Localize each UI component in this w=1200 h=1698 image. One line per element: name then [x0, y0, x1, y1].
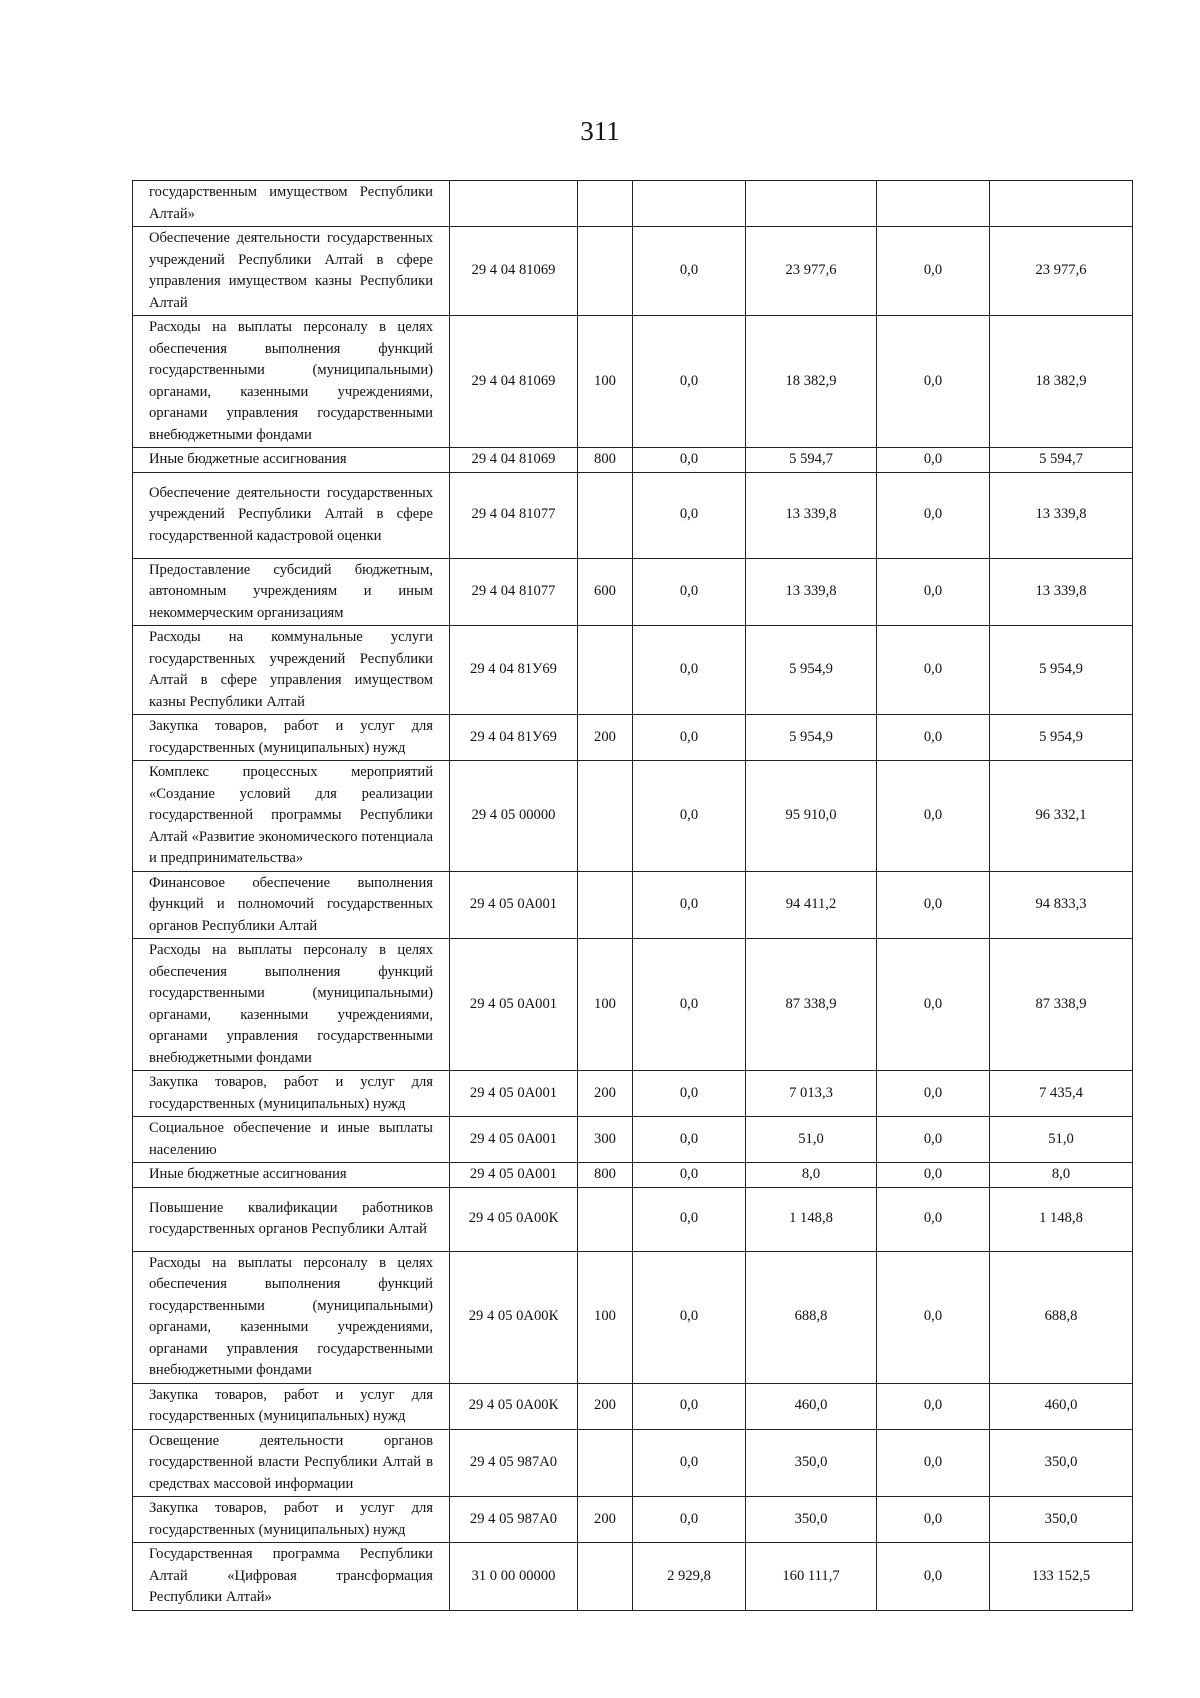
amount-col-1-cell: 0,0	[633, 227, 746, 316]
amount-col-3-cell: 0,0	[877, 871, 990, 939]
amount-col-1-cell: 0,0	[633, 558, 746, 626]
expense-type-cell: 800	[578, 1163, 633, 1188]
table-row	[133, 1429, 1133, 1497]
expense-type-cell: 200	[578, 715, 633, 761]
amount-col-4-cell: 5 954,9	[990, 715, 1133, 761]
amount-col-2-cell: 5 954,9	[746, 626, 877, 715]
target-code-cell: 29 4 05 0А00К	[450, 1187, 578, 1251]
amount-col-2-cell: 51,0	[746, 1117, 877, 1163]
table-row	[133, 227, 1133, 316]
amount-col-4-cell: 7 435,4	[990, 1071, 1133, 1117]
amount-col-1-cell: 0,0	[633, 1071, 746, 1117]
expense-name-cell: Иные бюджетные ассигнования	[133, 1163, 450, 1188]
amount-col-1-cell: 0,0	[633, 626, 746, 715]
table-row	[133, 1497, 1133, 1543]
table-row	[133, 316, 1133, 448]
table-row	[133, 472, 1133, 558]
expense-name-cell: Расходы на коммунальные услуги государственных учреждений Республики Алтай в сфере управления имуществом казны Республики Алтай	[133, 626, 450, 715]
table-row	[133, 558, 1133, 626]
expense-type-cell	[578, 472, 633, 558]
amount-col-1-cell: 0,0	[633, 1163, 746, 1188]
amount-col-1-cell: 0,0	[633, 715, 746, 761]
amount-col-3-cell: 0,0	[877, 761, 990, 872]
amount-col-2-cell: 160 111,7	[746, 1543, 877, 1611]
amount-col-4-cell: 87 338,9	[990, 939, 1133, 1071]
expense-name-cell: Предоставление субсидий бюджетным, автономным учреждениям и иным некоммерческим организациям	[133, 558, 450, 626]
table-row	[133, 1383, 1133, 1429]
expense-name-cell: Комплекс процессных мероприятий «Создание условий для реализации государственной программы Республики Алтай «Развитие экономического потенциала и предпринимательства»	[133, 761, 450, 872]
expense-name-cell: Повышение квалификации работников государственных органов Республики Алтай	[133, 1187, 450, 1251]
expense-name-cell: Закупка товаров, работ и услуг для государственных (муниципальных) нужд	[133, 715, 450, 761]
amount-col-3-cell: 0,0	[877, 939, 990, 1071]
expense-type-cell	[578, 871, 633, 939]
expense-type-cell: 100	[578, 316, 633, 448]
amount-col-3-cell: 0,0	[877, 1163, 990, 1188]
amount-col-4-cell: 13 339,8	[990, 472, 1133, 558]
amount-col-1-cell: 0,0	[633, 448, 746, 473]
target-code-cell: 29 4 04 81069	[450, 448, 578, 473]
amount-col-4-cell: 51,0	[990, 1117, 1133, 1163]
amount-col-1-cell: 0,0	[633, 1187, 746, 1251]
expense-name-cell: Обеспечение деятельности государственных учреждений Республики Алтай в сфере государственной кадастровой оценки	[133, 472, 450, 558]
amount-col-3-cell: 0,0	[877, 227, 990, 316]
expense-name-cell: Закупка товаров, работ и услуг для государственных (муниципальных) нужд	[133, 1497, 450, 1543]
amount-col-3-cell: 0,0	[877, 1071, 990, 1117]
expense-type-cell	[578, 181, 633, 227]
amount-col-4-cell: 18 382,9	[990, 316, 1133, 448]
amount-col-2-cell: 18 382,9	[746, 316, 877, 448]
amount-col-3-cell: 0,0	[877, 715, 990, 761]
table-row	[133, 715, 1133, 761]
amount-col-1-cell: 0,0	[633, 1497, 746, 1543]
amount-col-2-cell: 350,0	[746, 1429, 877, 1497]
amount-col-4-cell: 94 833,3	[990, 871, 1133, 939]
expense-type-cell: 600	[578, 558, 633, 626]
amount-col-2-cell: 87 338,9	[746, 939, 877, 1071]
table-row	[133, 871, 1133, 939]
budget-table	[132, 180, 1133, 1611]
amount-col-3-cell: 0,0	[877, 472, 990, 558]
amount-col-2-cell: 13 339,8	[746, 558, 877, 626]
expense-name-cell: Закупка товаров, работ и услуг для государственных (муниципальных) нужд	[133, 1383, 450, 1429]
amount-col-3-cell: 0,0	[877, 1429, 990, 1497]
expense-type-cell	[578, 227, 633, 316]
target-code-cell: 29 4 04 81У69	[450, 626, 578, 715]
target-code-cell: 29 4 05 0А001	[450, 1117, 578, 1163]
amount-col-2-cell: 688,8	[746, 1251, 877, 1383]
target-code-cell: 29 4 05 0А001	[450, 1163, 578, 1188]
expense-type-cell	[578, 626, 633, 715]
amount-col-4-cell: 350,0	[990, 1429, 1133, 1497]
target-code-cell: 29 4 05 00000	[450, 761, 578, 872]
amount-col-2-cell: 94 411,2	[746, 871, 877, 939]
expense-type-cell	[578, 1187, 633, 1251]
target-code-cell: 29 4 04 81077	[450, 558, 578, 626]
expense-name-cell: Иные бюджетные ассигнования	[133, 448, 450, 473]
amount-col-4-cell: 96 332,1	[990, 761, 1133, 872]
amount-col-3-cell: 0,0	[877, 1117, 990, 1163]
amount-col-3-cell: 0,0	[877, 316, 990, 448]
target-code-cell: 29 4 05 0А001	[450, 939, 578, 1071]
amount-col-3-cell: 0,0	[877, 1543, 990, 1611]
amount-col-1-cell: 0,0	[633, 1251, 746, 1383]
amount-col-3-cell: 0,0	[877, 1383, 990, 1429]
amount-col-3-cell: 0,0	[877, 1187, 990, 1251]
amount-col-3-cell: 0,0	[877, 626, 990, 715]
target-code-cell: 29 4 05 0А00К	[450, 1251, 578, 1383]
expense-name-cell: Расходы на выплаты персоналу в целях обеспечения выполнения функций государственными (муниципальными) органами, казенными учреждениями, органами управления государственными внебюджетными фондами	[133, 939, 450, 1071]
amount-col-4-cell: 688,8	[990, 1251, 1133, 1383]
target-code-cell: 31 0 00 00000	[450, 1543, 578, 1611]
target-code-cell	[450, 181, 578, 227]
table-row	[133, 1117, 1133, 1163]
target-code-cell: 29 4 04 81У69	[450, 715, 578, 761]
expense-name-cell: Расходы на выплаты персоналу в целях обеспечения выполнения функций государственными (муниципальными) органами, казенными учреждениями, органами управления государственными внебюджетными фондами	[133, 316, 450, 448]
expense-type-cell: 100	[578, 939, 633, 1071]
amount-col-1-cell: 0,0	[633, 761, 746, 872]
amount-col-1-cell: 0,0	[633, 1429, 746, 1497]
amount-col-4-cell: 5 594,7	[990, 448, 1133, 473]
expense-type-cell: 800	[578, 448, 633, 473]
amount-col-2-cell: 95 910,0	[746, 761, 877, 872]
amount-col-4-cell: 13 339,8	[990, 558, 1133, 626]
amount-col-3-cell	[877, 181, 990, 227]
table-row	[133, 939, 1133, 1071]
expense-type-cell: 300	[578, 1117, 633, 1163]
amount-col-4-cell	[990, 181, 1133, 227]
table-row	[133, 626, 1133, 715]
amount-col-3-cell: 0,0	[877, 448, 990, 473]
amount-col-2-cell: 7 013,3	[746, 1071, 877, 1117]
amount-col-4-cell: 23 977,6	[990, 227, 1133, 316]
amount-col-3-cell: 0,0	[877, 1497, 990, 1543]
amount-col-2-cell: 460,0	[746, 1383, 877, 1429]
expense-name-cell: Социальное обеспечение и иные выплаты населению	[133, 1117, 450, 1163]
amount-col-2-cell: 1 148,8	[746, 1187, 877, 1251]
amount-col-4-cell: 5 954,9	[990, 626, 1133, 715]
table-row	[133, 1543, 1133, 1611]
table-row	[133, 1251, 1133, 1383]
amount-col-4-cell: 460,0	[990, 1383, 1133, 1429]
target-code-cell: 29 4 05 987А0	[450, 1429, 578, 1497]
target-code-cell: 29 4 05 0А00К	[450, 1383, 578, 1429]
table-row	[133, 181, 1133, 227]
amount-col-2-cell: 5 594,7	[746, 448, 877, 473]
table-row	[133, 761, 1133, 872]
target-code-cell: 29 4 05 987А0	[450, 1497, 578, 1543]
target-code-cell: 29 4 04 81077	[450, 472, 578, 558]
target-code-cell: 29 4 05 0А001	[450, 1071, 578, 1117]
amount-col-2-cell: 5 954,9	[746, 715, 877, 761]
expense-type-cell: 100	[578, 1251, 633, 1383]
amount-col-3-cell: 0,0	[877, 558, 990, 626]
expense-type-cell	[578, 1429, 633, 1497]
expense-name-cell: государственным имуществом Республики Алтай»	[133, 181, 450, 227]
amount-col-4-cell: 1 148,8	[990, 1187, 1133, 1251]
expense-name-cell: Закупка товаров, работ и услуг для государственных (муниципальных) нужд	[133, 1071, 450, 1117]
amount-col-1-cell: 0,0	[633, 939, 746, 1071]
expense-type-cell	[578, 1543, 633, 1611]
amount-col-1-cell	[633, 181, 746, 227]
expense-name-cell: Расходы на выплаты персоналу в целях обеспечения выполнения функций государственными (муниципальными) органами, казенными учреждениями, органами управления государственными внебюджетными фондами	[133, 1251, 450, 1383]
amount-col-3-cell: 0,0	[877, 1251, 990, 1383]
page-number: 311	[580, 116, 620, 146]
amount-col-1-cell: 2 929,8	[633, 1543, 746, 1611]
amount-col-2-cell: 23 977,6	[746, 227, 877, 316]
amount-col-2-cell: 350,0	[746, 1497, 877, 1543]
expense-type-cell: 200	[578, 1383, 633, 1429]
table-body	[133, 181, 1133, 1611]
target-code-cell: 29 4 04 81069	[450, 316, 578, 448]
table-row	[133, 1163, 1133, 1188]
table-row	[133, 1071, 1133, 1117]
amount-col-2-cell: 8,0	[746, 1163, 877, 1188]
expense-name-cell: Государственная программа Республики Алтай «Цифровая трансформация Республики Алтай»	[133, 1543, 450, 1611]
expense-type-cell	[578, 761, 633, 872]
target-code-cell: 29 4 05 0А001	[450, 871, 578, 939]
expense-name-cell: Финансовое обеспечение выполнения функций и полномочий государственных органов Республики Алтай	[133, 871, 450, 939]
table-row	[133, 1187, 1133, 1251]
amount-col-1-cell: 0,0	[633, 1383, 746, 1429]
expense-name-cell: Обеспечение деятельности государственных учреждений Республики Алтай в сфере управления имуществом казны Республики Алтай	[133, 227, 450, 316]
amount-col-1-cell: 0,0	[633, 871, 746, 939]
expense-type-cell: 200	[578, 1497, 633, 1543]
amount-col-4-cell: 350,0	[990, 1497, 1133, 1543]
target-code-cell: 29 4 04 81069	[450, 227, 578, 316]
amount-col-1-cell: 0,0	[633, 1117, 746, 1163]
expense-type-cell: 200	[578, 1071, 633, 1117]
amount-col-2-cell	[746, 181, 877, 227]
amount-col-1-cell: 0,0	[633, 472, 746, 558]
table-row	[133, 448, 1133, 473]
amount-col-2-cell: 13 339,8	[746, 472, 877, 558]
amount-col-4-cell: 133 152,5	[990, 1543, 1133, 1611]
expense-name-cell: Освещение деятельности органов государственной власти Республики Алтай в средствах массовой информации	[133, 1429, 450, 1497]
amount-col-1-cell: 0,0	[633, 316, 746, 448]
amount-col-4-cell: 8,0	[990, 1163, 1133, 1188]
